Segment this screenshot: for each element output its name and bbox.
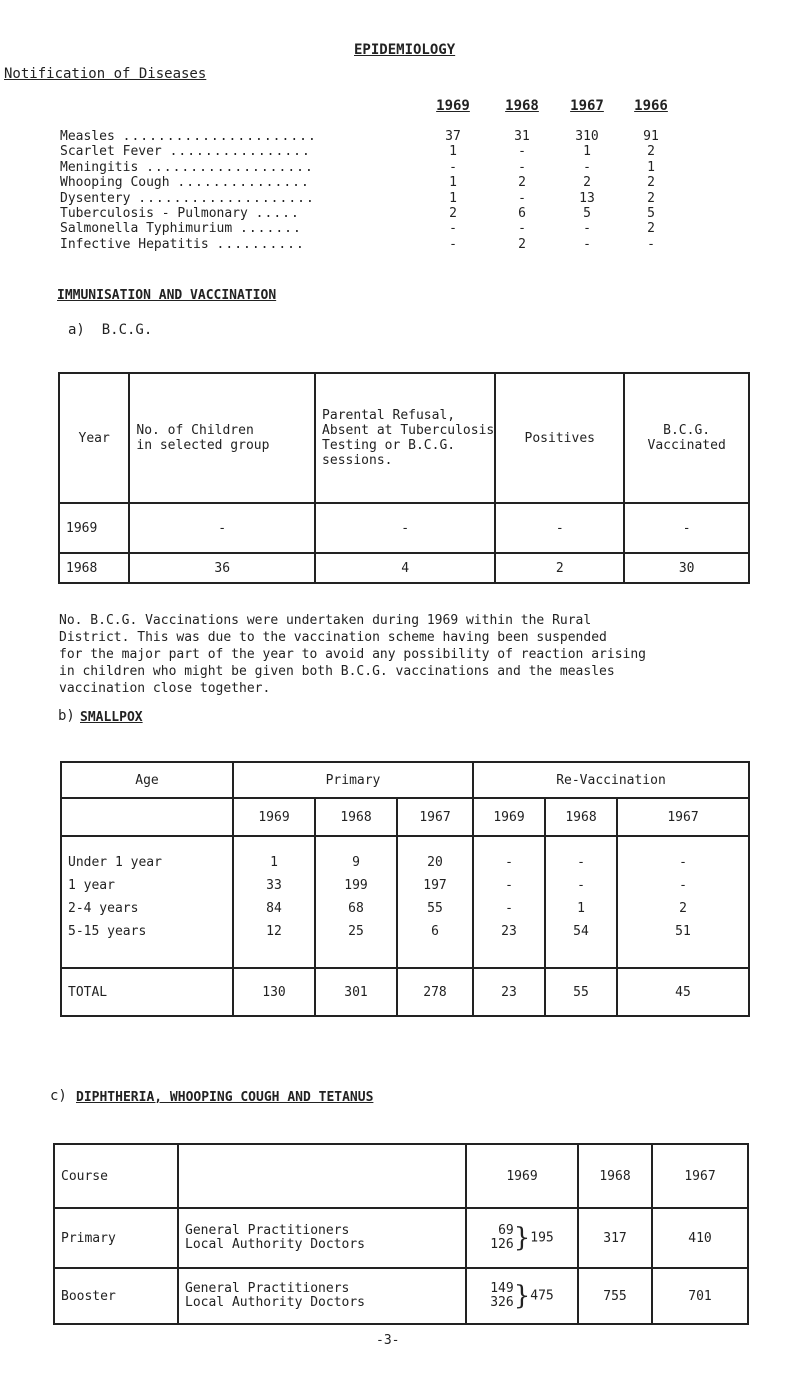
leader-dots: ................... [146,159,314,175]
disease-name: Whooping Cough [60,175,170,191]
smallpox-age: 5-15 years [68,924,147,939]
notification-value: 1 [449,175,457,191]
smallpox-value: - [505,855,513,870]
notification-row [60,129,317,144]
brace-icon: } [513,1281,531,1311]
dwt-1968: 317 [578,1208,652,1268]
smallpox-total: 23 [473,968,545,1016]
notification-value: 91 [643,129,659,144]
smallpox-values-col [397,836,473,968]
smallpox-table [60,761,750,1017]
bcg-header-vaccinated: B.C.G. Vaccinated [624,373,749,503]
leader-dots: ............... [177,175,310,191]
page-heading: EPIDEMIOLOGY [354,42,456,58]
dwt-1967: 701 [652,1268,748,1324]
bcg-header-refusal: Parental Refusal, Absent at Tuberculosis Testing or B.C.G. sessions. [315,373,495,503]
disease-name: Meningitis [60,159,139,175]
smallpox-total: 130 [233,968,315,1016]
notification-value: 1 [449,190,457,206]
smallpox-value: 199 [344,878,368,893]
smallpox-value: 197 [423,878,447,893]
smallpox-value: - [577,878,585,893]
bcg-refusal: 4 [315,553,495,583]
notification-value: - [518,144,526,160]
notification-value: 5 [647,206,655,221]
smallpox-year: 1968 [545,798,617,836]
table-row [59,553,749,583]
smallpox-value: 25 [348,924,364,939]
smallpox-value: 55 [427,901,443,916]
smallpox-year: 1967 [397,798,473,836]
notification-value: 13 [579,190,595,206]
smallpox-header-primary: Primary [233,762,473,798]
disease-name: Measles [60,129,115,144]
notif-year-1969: 1969 [436,98,470,114]
smallpox-value: 33 [266,878,282,893]
notification-value: - [518,159,526,175]
dwt-title: DIPHTHERIA, WHOOPING COUGH AND TETANUS [76,1090,374,1105]
leader-dots: ................ [169,144,311,160]
smallpox-label: b) [58,708,75,724]
smallpox-value: 2 [679,901,687,916]
dwt-1967: 410 [652,1208,748,1268]
bcg-label: a) B.C.G. [68,322,153,338]
smallpox-value: - [505,878,513,893]
leader-dots: ...................... [122,129,317,144]
dwt-header-1968: 1968 [578,1144,652,1208]
smallpox-values-col [315,836,397,968]
smallpox-total-row [61,968,749,1016]
dwt-part: 326 [490,1295,514,1310]
notification-value: 2 [518,236,526,252]
notification-value: - [449,221,457,237]
dwt-part: 149 [490,1281,514,1296]
bcg-year: 1968 [59,553,129,583]
dwt-sources [178,1268,466,1324]
dwt-header-blank [178,1144,466,1208]
notification-row [60,191,315,206]
smallpox-value: 1 [270,855,278,870]
disease-name: Tuberculosis - Pulmonary [60,206,248,221]
smallpox-age: 2-4 years [68,901,139,916]
smallpox-total: 278 [397,968,473,1016]
leader-dots: .................... [138,190,315,206]
bcg-table [58,372,750,584]
bcg-header-year: Year [59,373,129,503]
notification-row [60,160,314,175]
dwt-table [53,1143,749,1325]
dwt-total: 195 [530,1230,554,1246]
dwt-header-course: Course [54,1144,178,1208]
dwt-header-1967: 1967 [652,1144,748,1208]
notification-value: 2 [583,175,591,191]
notification-value: - [518,190,526,206]
disease-name: Salmonella Typhimurium [60,221,233,237]
notification-value: - [583,236,591,252]
notification-row [60,206,300,221]
notification-value: - [583,159,591,175]
smallpox-values-col [617,836,749,968]
smallpox-values-col [473,836,545,968]
dwt-sources [178,1208,466,1268]
dwt-1969-cell [466,1268,578,1324]
bcg-children: - [129,503,315,553]
dwt-1969-cell [466,1208,578,1268]
smallpox-age-cell [61,836,233,968]
notification-value: 5 [583,206,591,221]
notification-row [60,237,305,252]
disease-name: Scarlet Fever [60,144,162,160]
dwt-total: 475 [530,1288,554,1304]
dwt-1968: 755 [578,1268,652,1324]
smallpox-value: 23 [501,924,517,939]
smallpox-value: 6 [431,924,439,939]
bcg-header-positives: Positives [495,373,624,503]
dwt-course: Booster [54,1268,178,1324]
smallpox-age: 1 year [68,878,115,893]
notification-value: 1 [449,144,457,160]
bcg-paragraph: No. B.C.G. Vaccinations were undertaken during 1969 within the Rural District. This was due to the vaccination scheme having been suspended for the major part of the year to avoid any possibility of reaction arising in children who might be given both B.C.G. vaccinations and the measles vaccination close together. [59,613,646,696]
bcg-vaccinated: 30 [624,553,749,583]
notif-year-1967: 1967 [570,98,604,114]
smallpox-year: 1968 [315,798,397,836]
smallpox-values-col [545,836,617,968]
leader-dots: ....... [240,221,302,237]
notification-value: 2 [449,206,457,221]
page-number: -3- [376,1333,400,1348]
table-row [54,1268,748,1324]
smallpox-value: 68 [348,901,364,916]
smallpox-total: 301 [315,968,397,1016]
bcg-positives: 2 [495,553,624,583]
smallpox-value: - [679,855,687,870]
immunisation-title: IMMUNISATION AND VACCINATION [57,288,277,303]
notif-year-1966: 1966 [634,98,668,114]
notification-value: 1 [583,144,591,160]
smallpox-total-label: TOTAL [61,968,233,1016]
notification-row [60,175,310,190]
smallpox-year-blank [61,798,233,836]
dwt-header-1969: 1969 [466,1144,578,1208]
smallpox-year: 1969 [233,798,315,836]
smallpox-total: 55 [545,968,617,1016]
smallpox-value: 51 [675,924,691,939]
table-row [59,503,749,553]
smallpox-total: 45 [617,968,749,1016]
notif-year-1968: 1968 [505,98,539,114]
bcg-positives: - [495,503,624,553]
dwt-source: Local Authority Doctors [185,1295,366,1310]
notification-value: 2 [647,221,655,237]
smallpox-value: 9 [352,855,360,870]
notification-value: - [647,236,655,252]
notification-row [60,221,302,236]
smallpox-value: - [679,878,687,893]
notification-value: - [449,159,457,175]
notification-row [60,144,311,159]
bcg-year: 1969 [59,503,129,553]
smallpox-title: SMALLPOX [80,710,143,725]
smallpox-value: 54 [573,924,589,939]
leader-dots: ..... [255,206,300,221]
smallpox-value: - [505,901,513,916]
smallpox-value: 84 [266,901,282,916]
smallpox-year: 1969 [473,798,545,836]
notification-value: 2 [647,190,655,206]
notification-value: - [518,221,526,237]
smallpox-value: 12 [266,924,282,939]
dwt-label: c) [50,1088,67,1104]
disease-name: Infective Hepatitis [60,236,209,252]
smallpox-value: - [577,855,585,870]
leader-dots: .......... [216,236,305,252]
dwt-source: General Practitioners [185,1281,350,1296]
bcg-header-children: No. of Children in selected group [129,373,315,503]
dwt-source: General Practitioners [185,1223,350,1238]
notification-value: 310 [575,129,599,144]
dwt-source: Local Authority Doctors [185,1237,366,1252]
notification-title: Notification of Diseases [4,66,207,82]
smallpox-value: 1 [577,901,585,916]
smallpox-age: Under 1 year [68,855,162,870]
bcg-refusal: - [315,503,495,553]
notification-value: - [449,236,457,252]
notification-value: 37 [445,129,461,144]
bcg-children: 36 [129,553,315,583]
disease-name: Dysentery [60,190,131,206]
notification-value: 2 [647,175,655,191]
notification-value: - [583,221,591,237]
notification-value: 1 [647,159,655,175]
bcg-vaccinated: - [624,503,749,553]
notification-value: 2 [647,144,655,160]
dwt-part: 69 [498,1223,514,1238]
smallpox-values-col [233,836,315,968]
notification-value: 6 [518,206,526,221]
notification-value: 2 [518,175,526,191]
notification-value: 31 [514,129,530,144]
smallpox-header-revaccination: Re-Vaccination [473,762,749,798]
smallpox-value: 20 [427,855,443,870]
table-row [54,1208,748,1268]
brace-icon: } [513,1223,531,1253]
dwt-part: 126 [490,1237,514,1252]
smallpox-year: 1967 [617,798,749,836]
dwt-course: Primary [54,1208,178,1268]
smallpox-header-age: Age [61,762,233,798]
